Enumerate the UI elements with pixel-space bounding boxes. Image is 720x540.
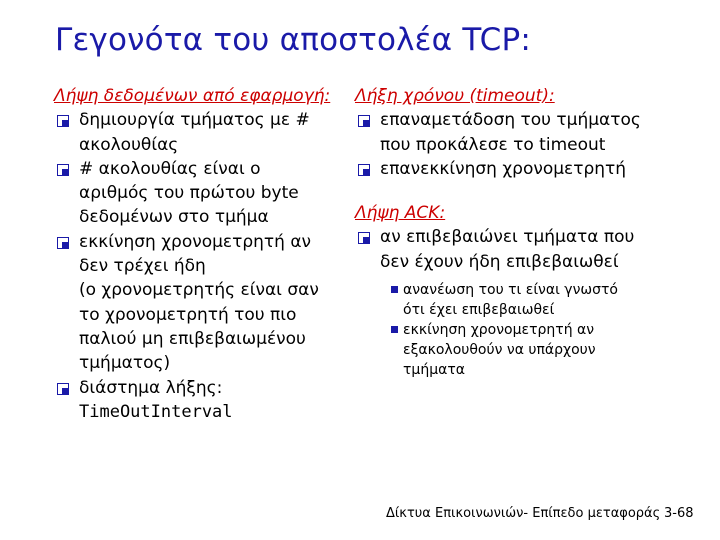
q-bullet-icon	[358, 232, 370, 244]
left-column	[54, 84, 354, 424]
item-line: δεν τρέχει ήδη	[79, 256, 206, 277]
item-line: επαναμετάδοση του τμήματος	[380, 110, 641, 131]
item-line: (ο χρονομετρητής είναι σαν	[79, 280, 319, 301]
timeout-heading: Λήξη χρόνου (timeout):	[355, 86, 555, 106]
list-item	[54, 108, 354, 157]
item-line: παλιού μη επιβεβαιωμένου	[79, 328, 306, 349]
right-column	[355, 84, 705, 380]
list-item	[355, 157, 705, 181]
item-line: ανανέωση του τι είναι γνωστό	[403, 282, 618, 299]
list-item	[54, 376, 354, 425]
item-line: αν επιβεβαιώνει τμήματα που	[380, 227, 635, 248]
item-line: εξακολουθούν να υπάρχουν	[403, 342, 596, 359]
q-bullet-icon	[57, 383, 69, 395]
q-bullet-icon	[57, 164, 69, 176]
timeout-interval-code: TimeOutInterval	[79, 401, 233, 422]
ack-heading: Λήψη ACK:	[355, 203, 446, 224]
q-bullet-icon	[57, 115, 69, 127]
item-line: δημιουργία τμήματος με #	[79, 110, 310, 131]
item-line: δεδομένων στο τμήμα	[79, 207, 269, 228]
sub-list-item	[355, 280, 705, 320]
square-bullet-icon	[391, 326, 398, 333]
slide-title: Γεγονότα του αποστολέα TCP:	[55, 22, 532, 58]
footer-page-number: 3-68	[664, 506, 694, 521]
item-line: το χρονομετρητή του πιο	[79, 304, 297, 325]
square-bullet-icon	[391, 286, 398, 293]
item-line: αριθμός του πρώτου byte	[79, 183, 299, 204]
item-line: εκκίνηση χρονομετρητή αν	[79, 231, 312, 252]
item-line: τμήματος)	[79, 353, 171, 374]
item-line: διάστημα λήξης:	[79, 377, 223, 398]
item-line: επανεκκίνηση χρονομετρητή	[380, 158, 627, 179]
footer-course-name: Δίκτυα Επικοινωνιών- Επίπεδο μεταφοράς	[386, 506, 661, 521]
list-item	[355, 108, 705, 157]
q-bullet-icon	[358, 115, 370, 127]
q-bullet-icon	[57, 237, 69, 249]
item-line: δεν έχουν ήδη επιβεβαιωθεί	[380, 251, 619, 272]
item-line: ακολουθίας	[79, 134, 179, 155]
sub-list-item	[355, 320, 705, 380]
item-line: εκκίνηση χρονομετρητή αν	[403, 322, 595, 339]
list-item	[54, 157, 354, 230]
q-bullet-icon	[358, 164, 370, 176]
item-line: που προκάλεσε το timeout	[380, 134, 606, 155]
left-heading: Λήψη δεδομένων από εφαρμογή:	[54, 86, 331, 106]
item-line: # ακολουθίας είναι ο	[79, 158, 261, 179]
list-item	[54, 230, 354, 376]
item-line: ότι έχει επιβεβαιωθεί	[403, 302, 555, 319]
item-line: τμήματα	[403, 362, 466, 379]
list-item	[355, 225, 705, 274]
